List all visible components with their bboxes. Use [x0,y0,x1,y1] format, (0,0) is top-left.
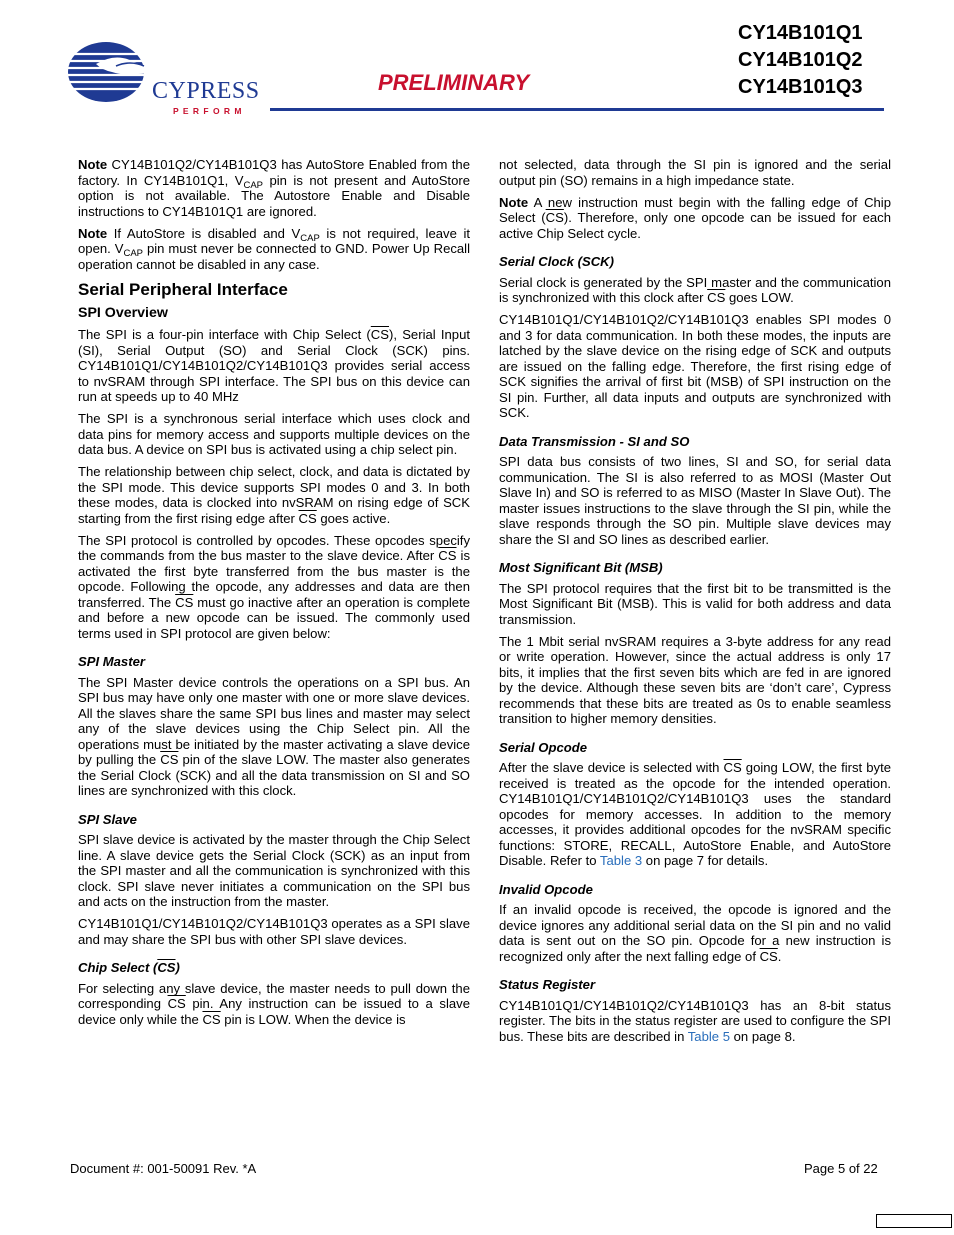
part-number: CY14B101Q2 [738,49,863,71]
topic-heading: Data Transmission - SI and SO [499,433,690,449]
topic-heading: Serial Opcode [499,739,588,755]
paragraph: The 1 Mbit serial nvSRAM requires a 3-byte address for any read or write operation. However, since the actual address is only 17 bits, it implies that the first seven bits which are fed in are ignored by the device. Although these seven bits are ‘don’t care’, Cypress recommends that these bits are treated as 0s to enable seamless transition to higher memory densities. [499,633,891,726]
topic-heading: SPI Master [78,654,145,669]
topic-heading: Serial Clock (SCK) [499,254,614,269]
topic-heading: Status Register [499,977,596,992]
paragraph: If an invalid opcode is received, the opcode is ignored and the device ignores any additional serial data on the SI pin and no valid data is sent out on the SO pin. Opcode for a new instruction is recognized only after the next falling edge of $\overline{CS}$. [499,902,891,964]
paragraph: The SPI is a synchronous serial interface which uses clock and data pins for memory access and supports multiple devices on the data bus. A device on SPI bus is activated using a chip select pin. [78,411,470,457]
document-number: Document #: 001-50091 Rev. *A [70,1161,257,1176]
paragraph: CY14B101Q1/CY14B101Q2/CY14B101Q3 operates as a SPI slave and may share the SPI bus with other SPI slave devices. [78,916,470,947]
paragraph: The relationship between chip select, clock, and data is dictated by the SPI mode. This device supports SPI modes 0 and 3. In both these modes, data is clocked into nvSRAM on rising edge of SCK starting from the first rising edge after $\overline{CS}$ goes active. [78,464,470,526]
brand-text: CYPRESS [152,78,260,104]
header-rule [270,108,884,111]
right-column [499,157,891,1051]
brand-tagline: P E R F O R M [173,106,243,116]
paragraph: The SPI protocol is controlled by opcodes. These opcodes specify the commands from the bus master to the slave device. After $\overline{CS}$ is activated the first byte transferred from the bus master is the opcode. Following the opcode, any addresses and data are then transferred. The $\overline{CS}$ must go inactive after an operation is complete and before a new opcode can be issued. The commonly used terms used in SPI protocol are given below: [78,532,470,641]
table-5-link[interactable]: Table 5 [687,1028,730,1044]
left-column [78,157,470,1034]
paragraph: The SPI protocol requires that the first bit to be transmitted is the Most Significant Bit (MSB). This is valid for both address and data transmission. [499,580,891,627]
paragraph: CY14B101Q1/CY14B101Q2/CY14B101Q3 enables SPI modes 0 and 3 for data communication. In both these modes, the inputs are latched by the slave device on the rising edge of SCK and outputs are issued on the falling edge. Therefore, the first rising edge of SCK signifies the arrival of first bit (MSB) of SPI instruction on the SI pin. Further, all data inputs and outputs are synchronized with SCK. [499,312,891,420]
paragraph: For selecting any slave device, the master needs to pull down the corresponding $\overline{CS}$ pin. Any instruction can be issued to a slave device only while the $\overline{CS}$ pin is LOW. When the device is [78,980,470,1027]
paragraph: SPI slave device is activated by the master through the Chip Select line. A slave device gets the Serial Clock (SCK) as an input from the SPI master and all the communication is synchronized with this clock. SPI slave never initiates a communication on the SPI bus and acts on the instruction from the master. [78,832,470,909]
paragraph: The SPI is a four-pin interface with Chip Select $(\overline{CS})$, Serial Input (SI), Serial Output (SO) and Serial Clock (SCK) pins. CY14B101Q1/CY14B101Q2/CY14B101Q3 provides serial access to nvSRAM through SPI interface. The SPI bus on this device can run at speeds up to 40 MHz [78,327,470,404]
topic-heading: SPI Slave [78,811,137,827]
note-autostore: Note CY14B101Q2/CY14B101Q3 has AutoStore Enabled from the factory. In CY14B101Q1, $V_{CAP}$ pin is not present and AutoStore option is not available. The Autostore Enable and Disable instructions to CY14B101Q1 are ignored. [78,157,470,219]
note-chip-select: Note A new instruction must begin with the falling edge of Chip Select $(\overline{CS})$. Therefore, only one opcode can be issued for each active Chip Select cycle. [499,194,891,241]
paragraph: SPI data bus consists of two lines, SI and SO, for serial data communication. The SI is also referred to as MOSI (Master Out Slave In) and SO is referred to as MISO (Master In Slave Out). The master issues instructions to the slave through the SI pin, while the slave responds through the SO pin. Multiple slave devices may share the SI and SO lines as described earlier. [499,454,891,547]
section-title: Serial Peripheral Interface [78,280,288,299]
subsection-title: SPI Overview [78,304,168,321]
paragraph: After the slave device is selected with $\overline{CS}$ going LOW, the first byte received is treated as the opcode for the intended operation. CY14B101Q1/CY14B101Q2/CY14B101Q3 uses the standard opcodes for memory accesses. In addition to the memory accesses, it provides additional opcodes for the nvSRAM specific functions: STORE, RECALL, AutoStore Enable, and AutoStore Disable. Refer to Table 3 on page 7 for details. [499,760,892,868]
note-vcap: Note If AutoStore is disabled and $V_{CAP}$ is not required, leave it open. $V_{CAP}$ pin must never be connected to GND. Power Up Recall operation cannot be disabled in any case. [78,225,470,272]
topic-heading: Chip Select (CS) [78,960,180,975]
cypress-logo [66,40,266,120]
part-number: CY14B101Q1 [738,22,863,44]
preliminary-label: PRELIMINARY [378,70,530,95]
table-3-link[interactable]: Table 3 [599,853,643,868]
paragraph: Serial clock is generated by the SPI master and the communication is synchronized with this clock after $\overline{CS}$ goes LOW. [499,274,891,305]
paragraph: The SPI Master device controls the operations on a SPI bus. An SPI bus may have only one master with one or more slave devices. All the slaves share the same SPI bus lines and master may select any of the slave devices using the Chip Select pin. All the operations must be initiated by the master activating a slave device by pulling the $\overline{CS}$ pin of the slave LOW. The master also generates the Serial Clock (SCK) and all the data transmission on SI and SO lines are synchronized with this clock. [78,674,470,798]
part-numbers [738,20,863,101]
part-number: CY14B101Q3 [738,76,863,98]
paragraph: not selected, data through the SI pin is ignored and the serial output pin (SO) remains in a high impedance state. [499,157,891,188]
topic-heading: Invalid Opcode [499,881,593,897]
topic-heading: Most Significant Bit (MSB) [499,560,663,575]
page-number: Page 5 of 22 [804,1161,878,1176]
paragraph: CY14B101Q1/CY14B101Q2/CY14B101Q3 has an 8-bit status register. The bits in the status register are used to configure the SPI bus. These bits are described in Table 5 on page 8. [499,997,891,1044]
footer-box [876,1214,952,1228]
